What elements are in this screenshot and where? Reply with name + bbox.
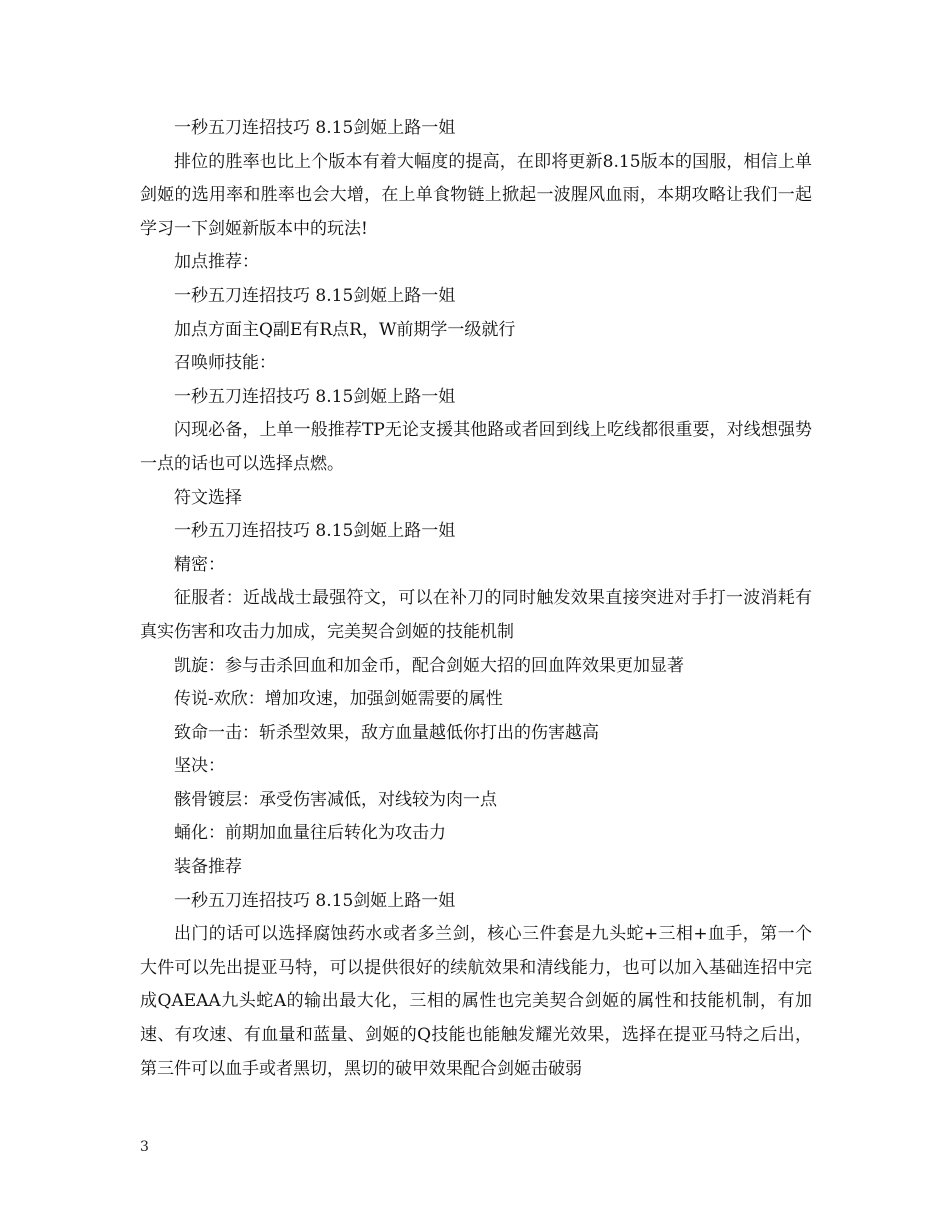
paragraph-bone-plating: 骸骨镀层：承受伤害减低，对线较为肉一点 bbox=[174, 789, 497, 810]
paragraph-heading-summoner-spells: 召唤师技能： bbox=[174, 353, 276, 374]
paragraph-resolve: 坚决： bbox=[174, 756, 225, 777]
paragraph-legend-alacrity: 传说-欢欣：增加攻速，加强剑姬需要的属性 bbox=[174, 689, 503, 710]
paragraph-heading-skill-points: 加点推荐： bbox=[174, 252, 259, 273]
paragraph-skill-points: 加点方面主Q副E有R点R，W前期学一级就行 bbox=[174, 319, 516, 340]
paragraph-heading-items: 装备推荐 bbox=[174, 857, 242, 878]
paragraph-intro: 排位的胜率也比上个版本有着大幅度的提高，在即将更新8.15版本的国服，相信上单剑姬的选用率和胜率也会大增，在上单食物链上掀起一波腥风血雨，本期攻略让我们一起学习一下剑姬新版本中的玩法! bbox=[140, 151, 812, 239]
paragraph-heading-runes: 符文选择 bbox=[174, 487, 242, 508]
paragraph-triumph: 凯旋：参与击杀回血和加金币，配合剑姬大招的回血阵效果更加显著 bbox=[174, 655, 684, 676]
paragraph-items: 出门的话可以选择腐蚀药水或者多兰剑，核心三件套是九头蛇+三相+血手，第一个大件可以先出提亚马特，可以提供很好的续航效果和清线能力，也可以加入基础连招中完成QAEAA九头蛇A的输出最大化，三相的属性也完美契合剑姬的属性和技能机制，有加速、有攻速、有血量和蓝量、剑姬的Q技能也能触发耀光效果，选择在提亚马特之后出，第三件可以血手或者黑切，黑切的破甲效果配合剑姬击破弱 bbox=[140, 924, 812, 1079]
paragraph-coup-de-grace: 致命一击：斩杀型效果，敌方血量越低你打出的伤害越高 bbox=[174, 722, 599, 743]
paragraph-precision: 精密： bbox=[174, 554, 225, 575]
paragraph-conqueror: 征服者：近战战士最强符文，可以在补刀的同时触发效果直接突进对手打一波消耗有真实伤害和攻击力加成，完美契合剑姬的技能机制 bbox=[140, 588, 812, 642]
paragraph-title-3: 一秒五刀连招技巧 8.15剑姬上路一姐 bbox=[174, 386, 456, 407]
paragraph-summoner-spells: 闪现必备，上单一般推荐TP无论支援其他路或者回到线上吃线都很重要，对线想强势一点的话也可以选择点燃。 bbox=[140, 420, 812, 474]
paragraph-title-1: 一秒五刀连招技巧 8.15剑姬上路一姐 bbox=[174, 118, 456, 138]
document-body bbox=[140, 112, 812, 1086]
paragraph-chrysalis: 蛹化：前期加血量往后转化为攻击力 bbox=[174, 823, 446, 844]
page-number: 3 bbox=[140, 1139, 149, 1155]
paragraph-title-5: 一秒五刀连招技巧 8.15剑姬上路一姐 bbox=[174, 890, 456, 911]
paragraph-title-2: 一秒五刀连招技巧 8.15剑姬上路一姐 bbox=[174, 285, 456, 306]
paragraph-title-4: 一秒五刀连招技巧 8.15剑姬上路一姐 bbox=[174, 521, 456, 542]
